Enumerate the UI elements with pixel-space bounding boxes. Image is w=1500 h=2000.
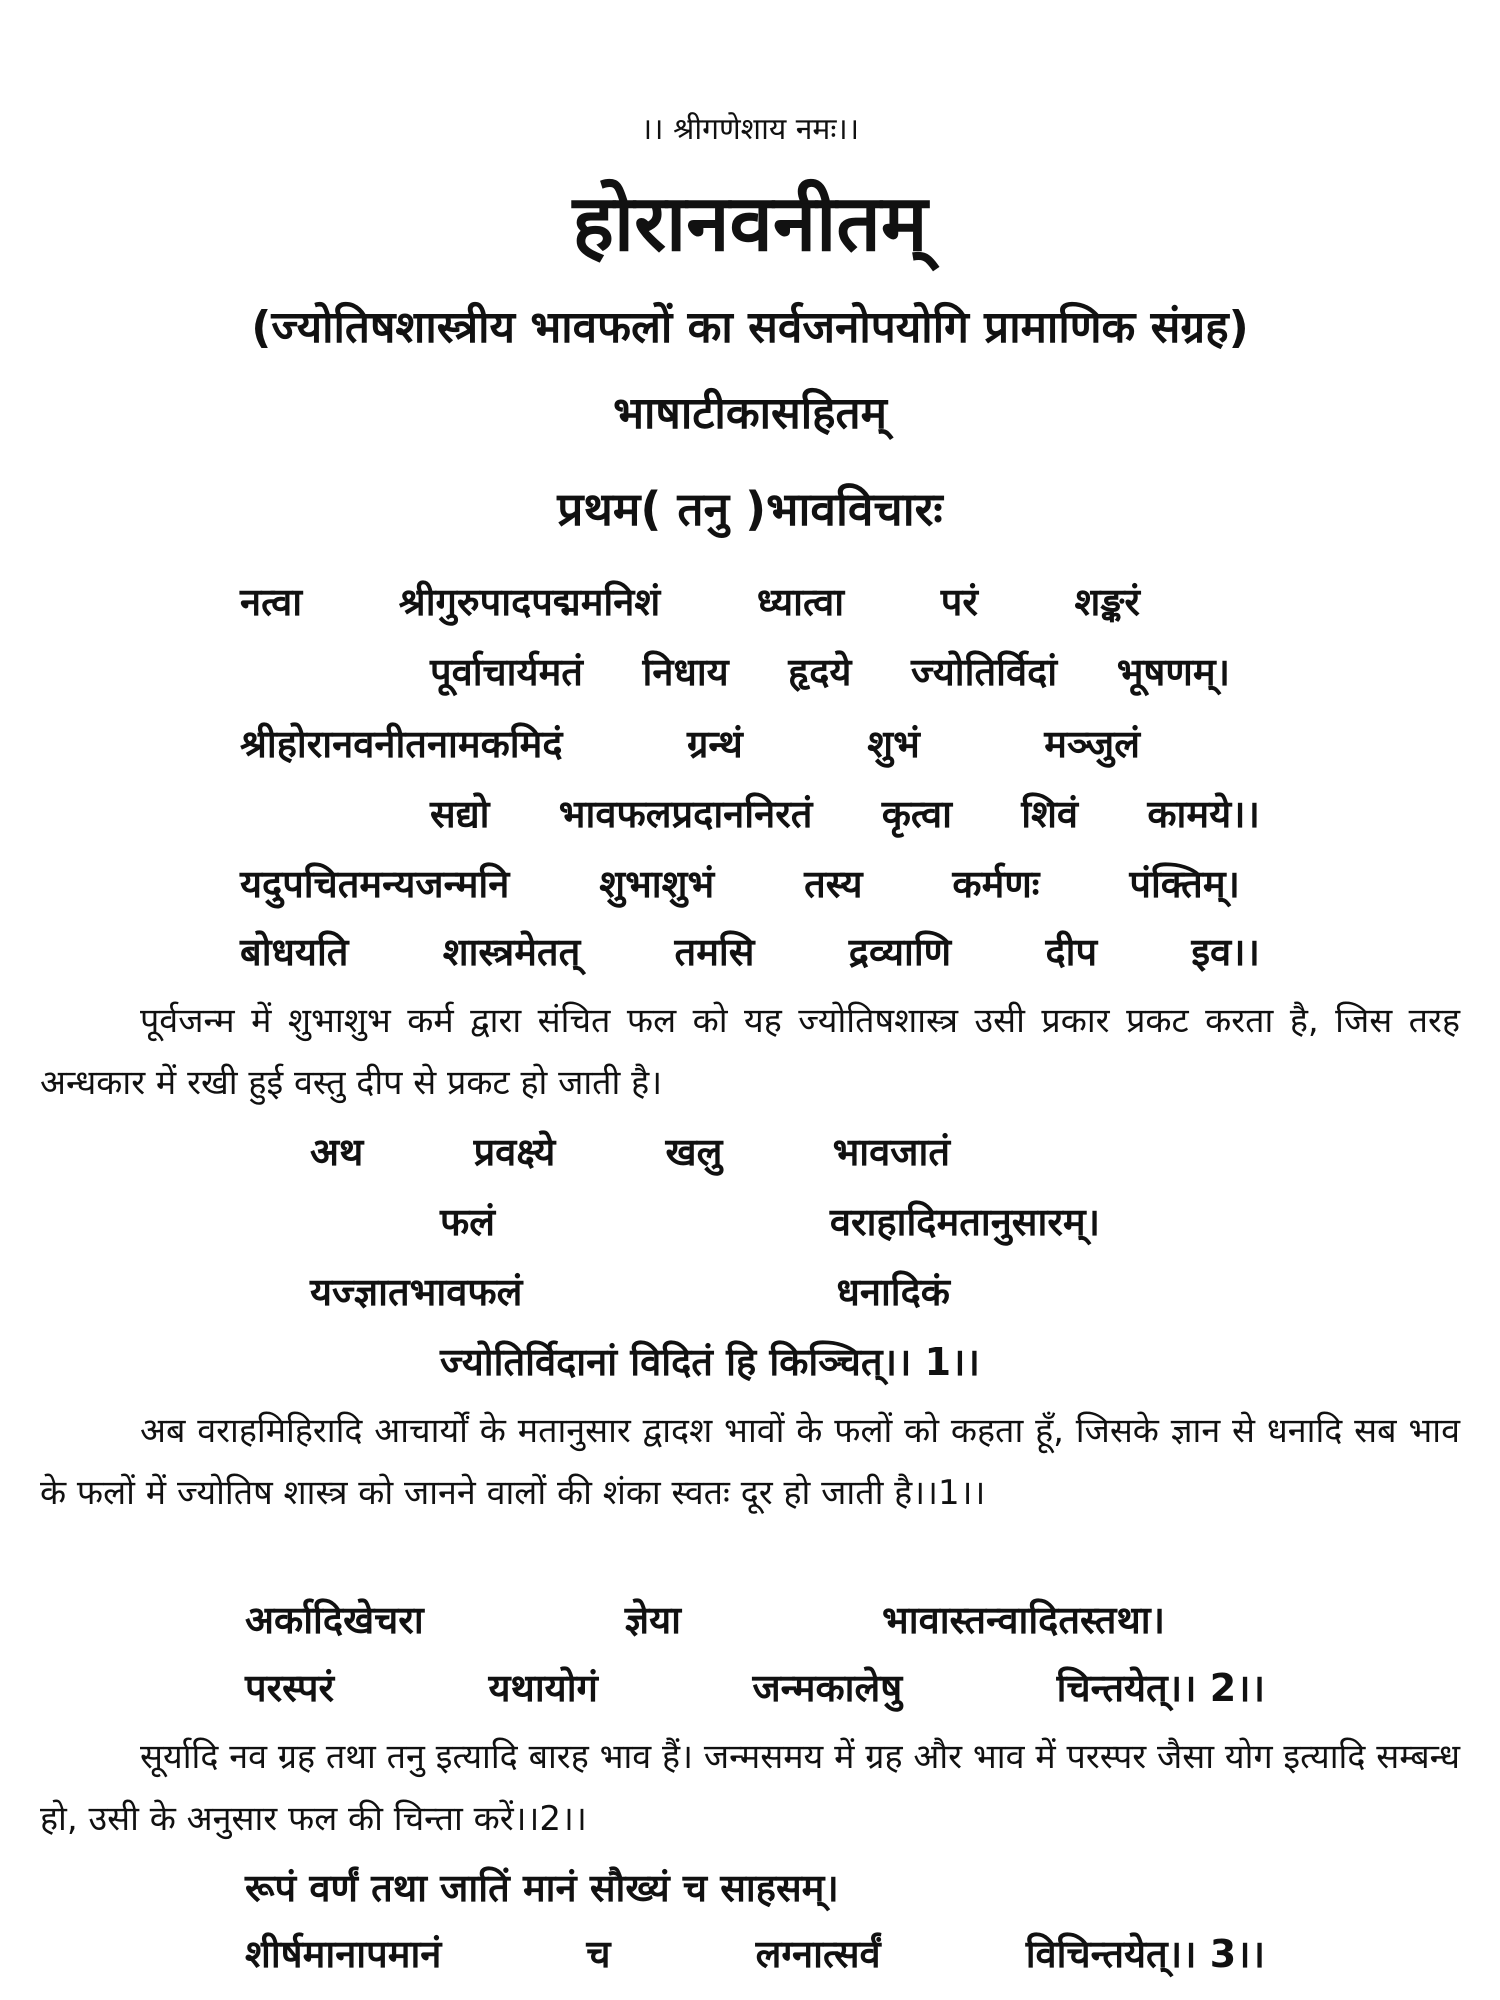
- verse-word: शुभं: [867, 722, 920, 766]
- verse-word: भूषणम्।: [1116, 650, 1230, 694]
- verse-word: यथायोगं: [488, 1666, 598, 1710]
- verse-0-line-3: [240, 722, 1140, 768]
- verse-1-line-4: ज्योतिर्विदानां विदितं हि किञ्चित्।। 1।।: [440, 1340, 980, 1384]
- verse-1-line-1: [310, 1130, 950, 1176]
- verse-word: इव।।: [1191, 930, 1260, 974]
- page-subtitle: (ज्योतिषशास्त्रीय भावफलों का सर्वजनोपयोगि प्रामाणिक संग्रह): [251, 302, 1249, 353]
- verse-word: सद्यो: [430, 792, 490, 836]
- verse-word: भावफलप्रदाननिरतं: [558, 792, 813, 836]
- verse-word: लग्नात्सर्वं: [755, 1932, 881, 1976]
- verse-word: कृत्वा: [881, 792, 952, 836]
- verse-word: प्रवक्ष्ये: [473, 1130, 556, 1174]
- verse-word: द्रव्याणि: [848, 930, 952, 974]
- commentary-paragraph: [40, 1726, 1460, 1850]
- verse-word: खलु: [665, 1130, 723, 1174]
- verse-word: च: [586, 1932, 611, 1976]
- verse-word: ज्योतिर्विदां: [911, 650, 1058, 694]
- verse-word: शुभाशुभं: [599, 862, 715, 906]
- verse-word: चिन्तयेत्।। 2।।: [1056, 1666, 1265, 1710]
- verse-word: मञ्जुलं: [1044, 722, 1140, 766]
- verse-word: पंक्तिम्।: [1129, 862, 1240, 906]
- verse-word: शीर्षमानापमानं: [245, 1932, 442, 1976]
- verse-word: यदुपचितमन्यजन्मनि: [240, 862, 510, 906]
- verse-word: पूर्वाचार्यमतं: [430, 650, 583, 694]
- verse-word: नत्वा: [240, 580, 303, 624]
- verse-word: कर्मणः: [952, 862, 1040, 906]
- verse-word: शिवं: [1021, 792, 1079, 836]
- commentary-paragraph: [40, 990, 1460, 1114]
- verse-word: जन्मकालेषु: [752, 1666, 903, 1710]
- verse-word: परं: [940, 580, 978, 624]
- verse-word: शास्त्रमेतत्: [442, 930, 581, 974]
- verse-0-line-1: [240, 580, 1140, 626]
- verse-word: दीप: [1045, 930, 1098, 974]
- verse-word: भावास्तन्वादितस्तथा।: [882, 1598, 1165, 1642]
- verse-word: यज्ज्ञातभावफलं: [310, 1270, 523, 1314]
- verse-0b-line-2: [240, 930, 1260, 976]
- verse-word: निधाय: [642, 650, 729, 694]
- verse-2-line-1: [245, 1598, 1165, 1644]
- verse-word: बोधयति: [240, 930, 349, 974]
- verse-3-line-1: रूपं वर्णं तथा जातिं मानं सौख्यं च साहसम्।: [245, 1866, 839, 1910]
- invocation-line: ।। श्रीगणेशाय नमः।।: [640, 112, 860, 147]
- page-title: होरानवनीतम्: [572, 179, 928, 269]
- verse-word: तमसि: [674, 930, 755, 974]
- verse-word: श्रीगुरुपादपद्ममनिशं: [398, 580, 661, 624]
- verse-word: अर्कादिखेचरा: [245, 1598, 424, 1642]
- verse-word: भावजातं: [832, 1130, 950, 1174]
- commentary-text: पूर्वजन्म में शुभाशुभ कर्म द्वारा संचित फल को यह ज्योतिषशास्त्र उसी प्रकार प्रकट करता है, जिस तरह अन्धकार में रखी हुई वस्तु दीप से प्रकट हो जाती है।: [40, 1001, 1460, 1103]
- verse-word: वराहादिमतानुसारम्।: [829, 1200, 1100, 1244]
- verse-word: विचिन्तयेत्।। 3।।: [1025, 1932, 1265, 1976]
- verse-word: तस्य: [804, 862, 863, 906]
- commentary-text: अब वराहमिहिरादि आचार्यों के मतानुसार द्वादश भावों के फलों को कहता हूँ, जिसके ज्ञान से धनादि सब भाव के फलों में ज्योतिष शास्त्र को जानने वालों की शंका स्वतः दूर हो जाती है।।1।।: [40, 1411, 1460, 1513]
- verse-word: हृदये: [788, 650, 852, 694]
- verse-3-line-2: [245, 1932, 1265, 1978]
- verse-word: ज्ञेया: [624, 1598, 681, 1642]
- verse-0-line-2: [430, 650, 1230, 696]
- verse-word: परस्परं: [245, 1666, 335, 1710]
- verse-2-line-2: [245, 1666, 1265, 1712]
- verse-word: अथ: [310, 1130, 364, 1174]
- verse-0-line-4: [430, 792, 1260, 838]
- section-heading: प्रथम( तनु )भावविचारः: [557, 482, 943, 536]
- verse-1-line-2: [440, 1200, 1100, 1246]
- commentary-tag: भाषाटीकासहितम्: [613, 388, 887, 439]
- commentary-paragraph: [40, 1400, 1460, 1524]
- commentary-text: सूर्यादि नव ग्रह तथा तनु इत्यादि बारह भाव हैं। जन्मसमय में ग्रह और भाव में परस्पर जैसा योग इत्यादि सम्बन्ध हो, उसी के अनुसार फल की चिन्ता करें।।2।।: [40, 1737, 1460, 1839]
- verse-word: फलं: [440, 1200, 496, 1244]
- verse-0b-line-1: [240, 862, 1240, 908]
- verse-1-line-3: [310, 1270, 950, 1316]
- verse-word: ध्यात्वा: [756, 580, 845, 624]
- verse-word: श्रीहोरानवनीतनामकमिदं: [240, 722, 563, 766]
- verse-word: कामये।।: [1147, 792, 1260, 836]
- verse-word: शङ्करं: [1074, 580, 1140, 624]
- verse-word: धनादिकं: [836, 1270, 950, 1314]
- verse-word: ग्रन्थं: [686, 722, 743, 766]
